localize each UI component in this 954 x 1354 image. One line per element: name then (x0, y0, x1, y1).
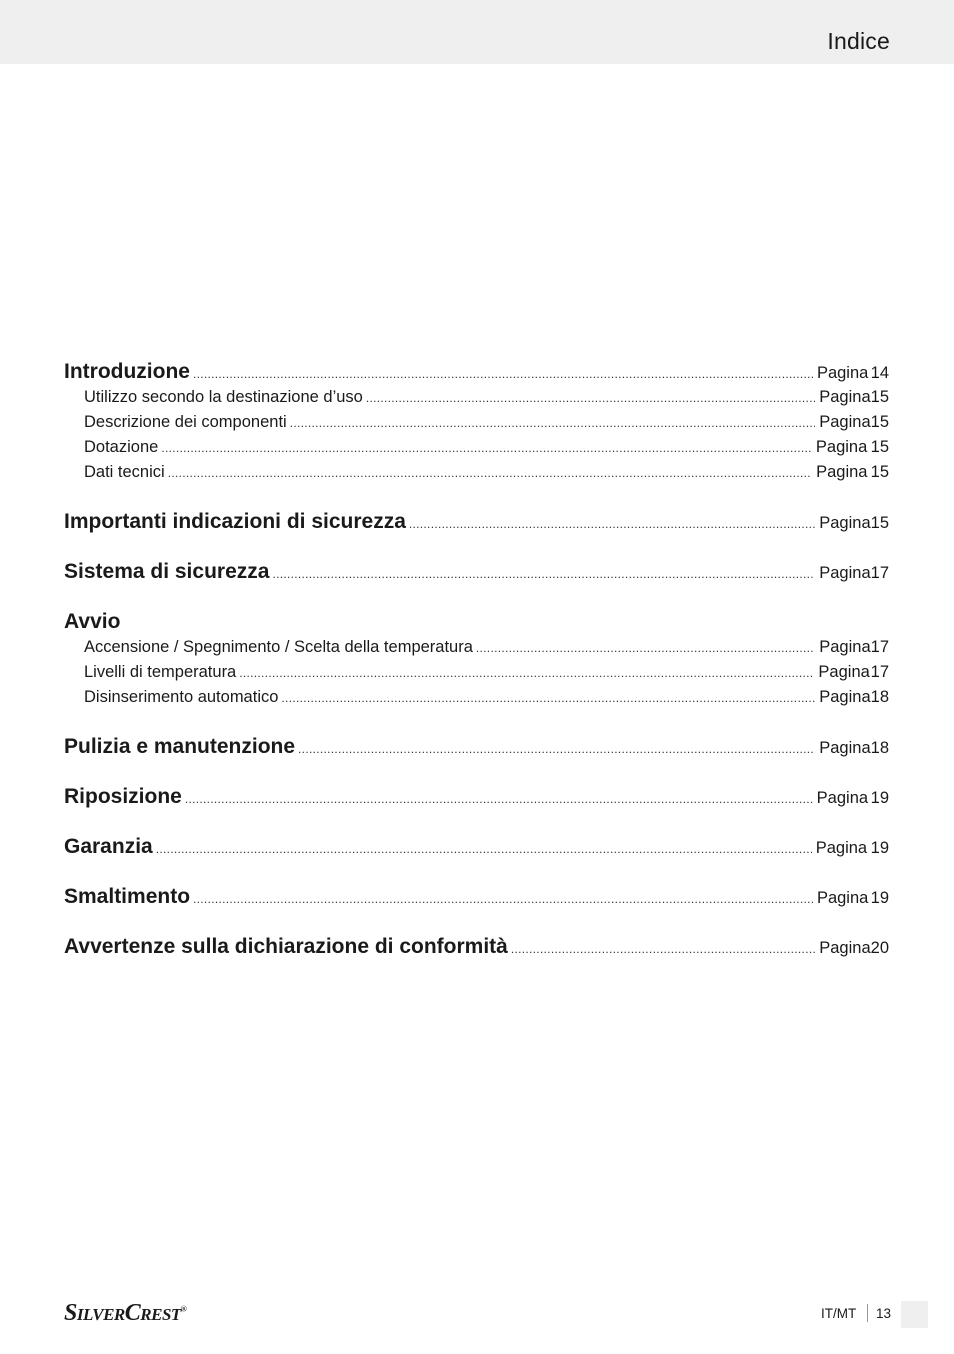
toc-page-label: Pagina (819, 564, 871, 582)
toc-page-number: 18 (870, 739, 889, 757)
toc-subentry[interactable] (64, 388, 889, 407)
language-code: IT/MT (821, 1306, 857, 1321)
toc-leader-dots (290, 416, 816, 430)
toc-subentry[interactable] (64, 688, 889, 707)
toc-page-label: Pagina (819, 514, 871, 532)
toc-page-number: 15 (870, 438, 889, 456)
toc-page-label: Pagina (819, 939, 871, 957)
toc-page-label: Pagina (818, 663, 870, 681)
toc-entry-title: Introduzione (64, 360, 190, 383)
toc-leader-dots (272, 567, 815, 581)
toc-entry-title: Dati tecnici (84, 463, 165, 481)
toc-page-number: 19 (870, 889, 889, 907)
toc-entry-title: Utilizzo secondo la destinazione d’uso (84, 388, 363, 406)
toc-leader-dots (298, 742, 815, 756)
footer-divider (867, 1304, 868, 1322)
toc-section-heading[interactable] (64, 610, 889, 634)
toc-page-number: 15 (870, 514, 889, 532)
toc-leader-dots (193, 892, 813, 906)
toc-page-label: Pagina (819, 638, 871, 656)
toc-page-number: 17 (870, 663, 889, 681)
toc-entry[interactable] (64, 560, 889, 584)
toc-page-number: 15 (870, 413, 889, 431)
brand-logo: SILVERCREST® (64, 1300, 187, 1326)
toc-leader-dots (185, 792, 813, 806)
toc-leader-dots (366, 391, 815, 405)
toc-page-label: Pagina (819, 388, 871, 406)
toc-entry-title: Avvio (64, 610, 121, 633)
toc-page-label: Pagina (816, 364, 869, 382)
toc-entry[interactable] (64, 835, 889, 859)
toc-entry-title: Disinserimento automatico (84, 688, 279, 706)
toc-page-number: 20 (870, 939, 889, 957)
toc-entry[interactable] (64, 885, 889, 909)
toc-page-label: Pagina (816, 889, 869, 907)
toc-entry-title: Importanti indicazioni di sicurezza (64, 510, 406, 533)
toc-entry-title: Sistema di sicurezza (64, 560, 270, 583)
footer-tab-marker (901, 1301, 928, 1328)
toc-page-label: Pagina (815, 438, 868, 456)
toc-entry[interactable] (64, 935, 889, 959)
toc-page-number: 15 (870, 463, 889, 481)
toc-page-number: 19 (870, 839, 889, 857)
toc-page-label: Pagina (819, 413, 871, 431)
toc-page-number: 19 (870, 789, 889, 807)
toc-entry[interactable] (64, 510, 889, 534)
toc-entry-title: Smaltimento (64, 885, 191, 908)
toc-leader-dots (156, 842, 812, 856)
header-bar (0, 0, 954, 64)
toc-entry-title: Dotazione (84, 438, 159, 456)
toc-entry-title: Accensione / Spegnimento / Scelta della temperatura (84, 638, 473, 656)
toc-entry[interactable] (64, 360, 889, 384)
toc-subentry[interactable] (64, 638, 889, 657)
toc-page-label: Pagina (816, 789, 869, 807)
page-title: Indice (827, 28, 890, 54)
toc-leader-dots (193, 367, 813, 381)
toc-leader-dots (511, 942, 815, 956)
toc-subentry[interactable] (64, 413, 889, 432)
toc-subentry[interactable] (64, 463, 889, 482)
toc-entry[interactable] (64, 735, 889, 759)
toc-page-label: Pagina (816, 463, 868, 481)
toc-leader-dots (476, 641, 815, 655)
toc-entry[interactable] (64, 785, 889, 809)
toc-subentry[interactable] (64, 438, 889, 457)
toc-leader-dots (168, 466, 812, 480)
toc-page-label: Pagina (819, 688, 871, 706)
toc-entry-title: Livelli di temperatura (84, 663, 237, 681)
toc-page-number: 15 (870, 388, 889, 406)
toc-page-number: 17 (870, 638, 889, 656)
toc-page-label: Pagina (819, 739, 871, 757)
toc-entry-title: Avvertenze sulla dichiarazione di conformità (64, 935, 508, 958)
page-number: 13 (876, 1306, 892, 1321)
toc-leader-dots (239, 666, 814, 680)
toc-page-number: 18 (870, 688, 889, 706)
toc-entry-title: Garanzia (64, 835, 153, 858)
toc-page-number: 14 (870, 364, 889, 382)
toc-entry-title: Riposizione (64, 785, 182, 808)
toc-leader-dots (281, 691, 815, 705)
toc-leader-dots (409, 517, 815, 531)
toc-entry-title: Descrizione dei componenti (84, 413, 287, 431)
toc-page-label: Pagina (815, 839, 868, 857)
toc-entry-title: Pulizia e manutenzione (64, 735, 296, 758)
toc-subentry[interactable] (64, 663, 889, 682)
toc-page-number: 17 (870, 564, 889, 582)
toc-leader-dots (161, 441, 812, 455)
